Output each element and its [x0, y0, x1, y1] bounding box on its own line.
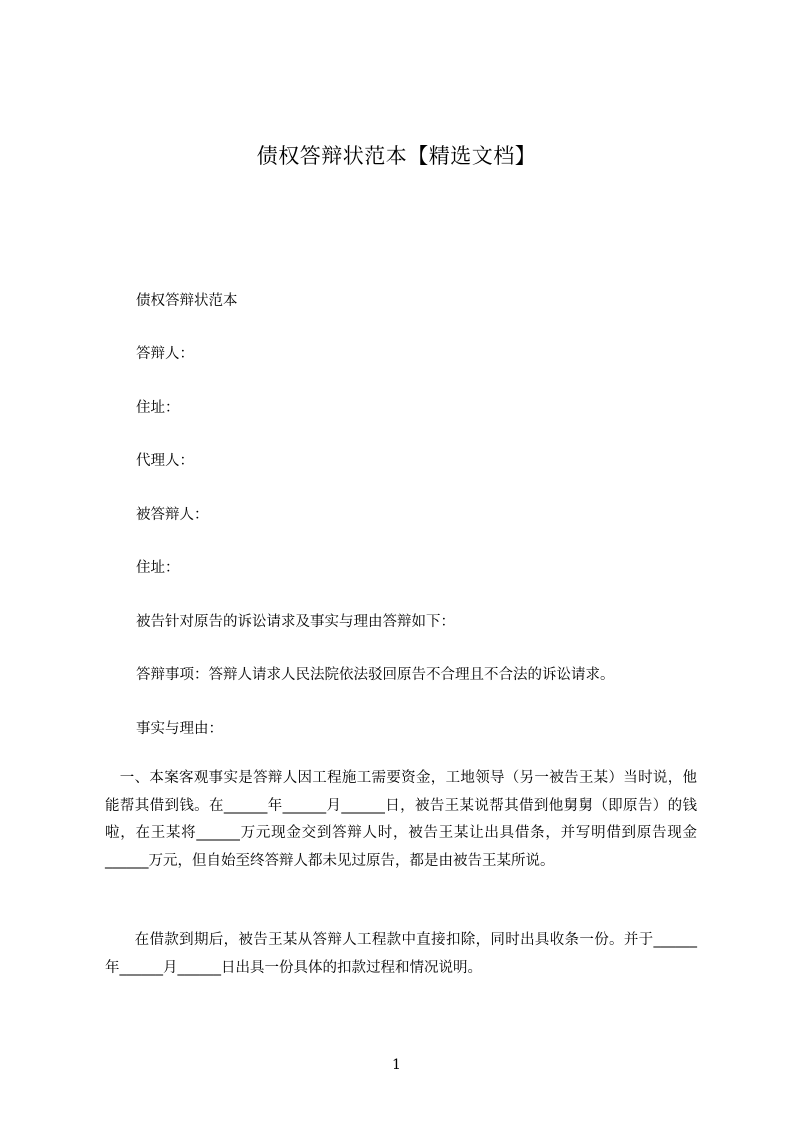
facts-paragraph-1: 一、本案客观事实是答辩人因工程施工需要资金，工地领导（另一被告王某）当时说，他能帮其借到钱。在______年______月______日，被告王某说帮其借到他舅舅（即原告）的钱啦，在王某将______万元现金交到答辩人时，被告王某让出具借条，并写明借到原告现金______万元，但自始至终答辩人都未见过原告，都是由被告王某所说。 [105, 770, 697, 869]
facts-reasons-heading: 事实与理由： [136, 721, 223, 737]
plaintiff-address-label: 住址： [136, 560, 180, 576]
facts-paragraph-2: 在借款到期后，被告王某从答辩人工程款中直接扣除，同时出具收条一份。并于______年______月______日出具一份具体的扣款过程和情况说明。 [105, 932, 697, 976]
plaintiff-label: 被答辩人： [136, 507, 209, 523]
page-number: 1 [392, 1057, 401, 1073]
respondent-address-label: 住址： [136, 400, 180, 416]
defense-matters-line: 答辩事项：答辩人请求人民法院依法驳回原告不合理且不合法的诉讼请求。 [136, 667, 615, 683]
subtitle-line: 债权答辩状范本 [136, 293, 238, 309]
respondent-label: 答辩人： [136, 346, 194, 362]
agent-label: 代理人： [136, 453, 194, 469]
document-title: 债权答辩状范本【精选文档】 [256, 144, 537, 168]
defense-intro-line: 被告针对原告的诉讼请求及事实与理由答辩如下： [136, 614, 455, 630]
